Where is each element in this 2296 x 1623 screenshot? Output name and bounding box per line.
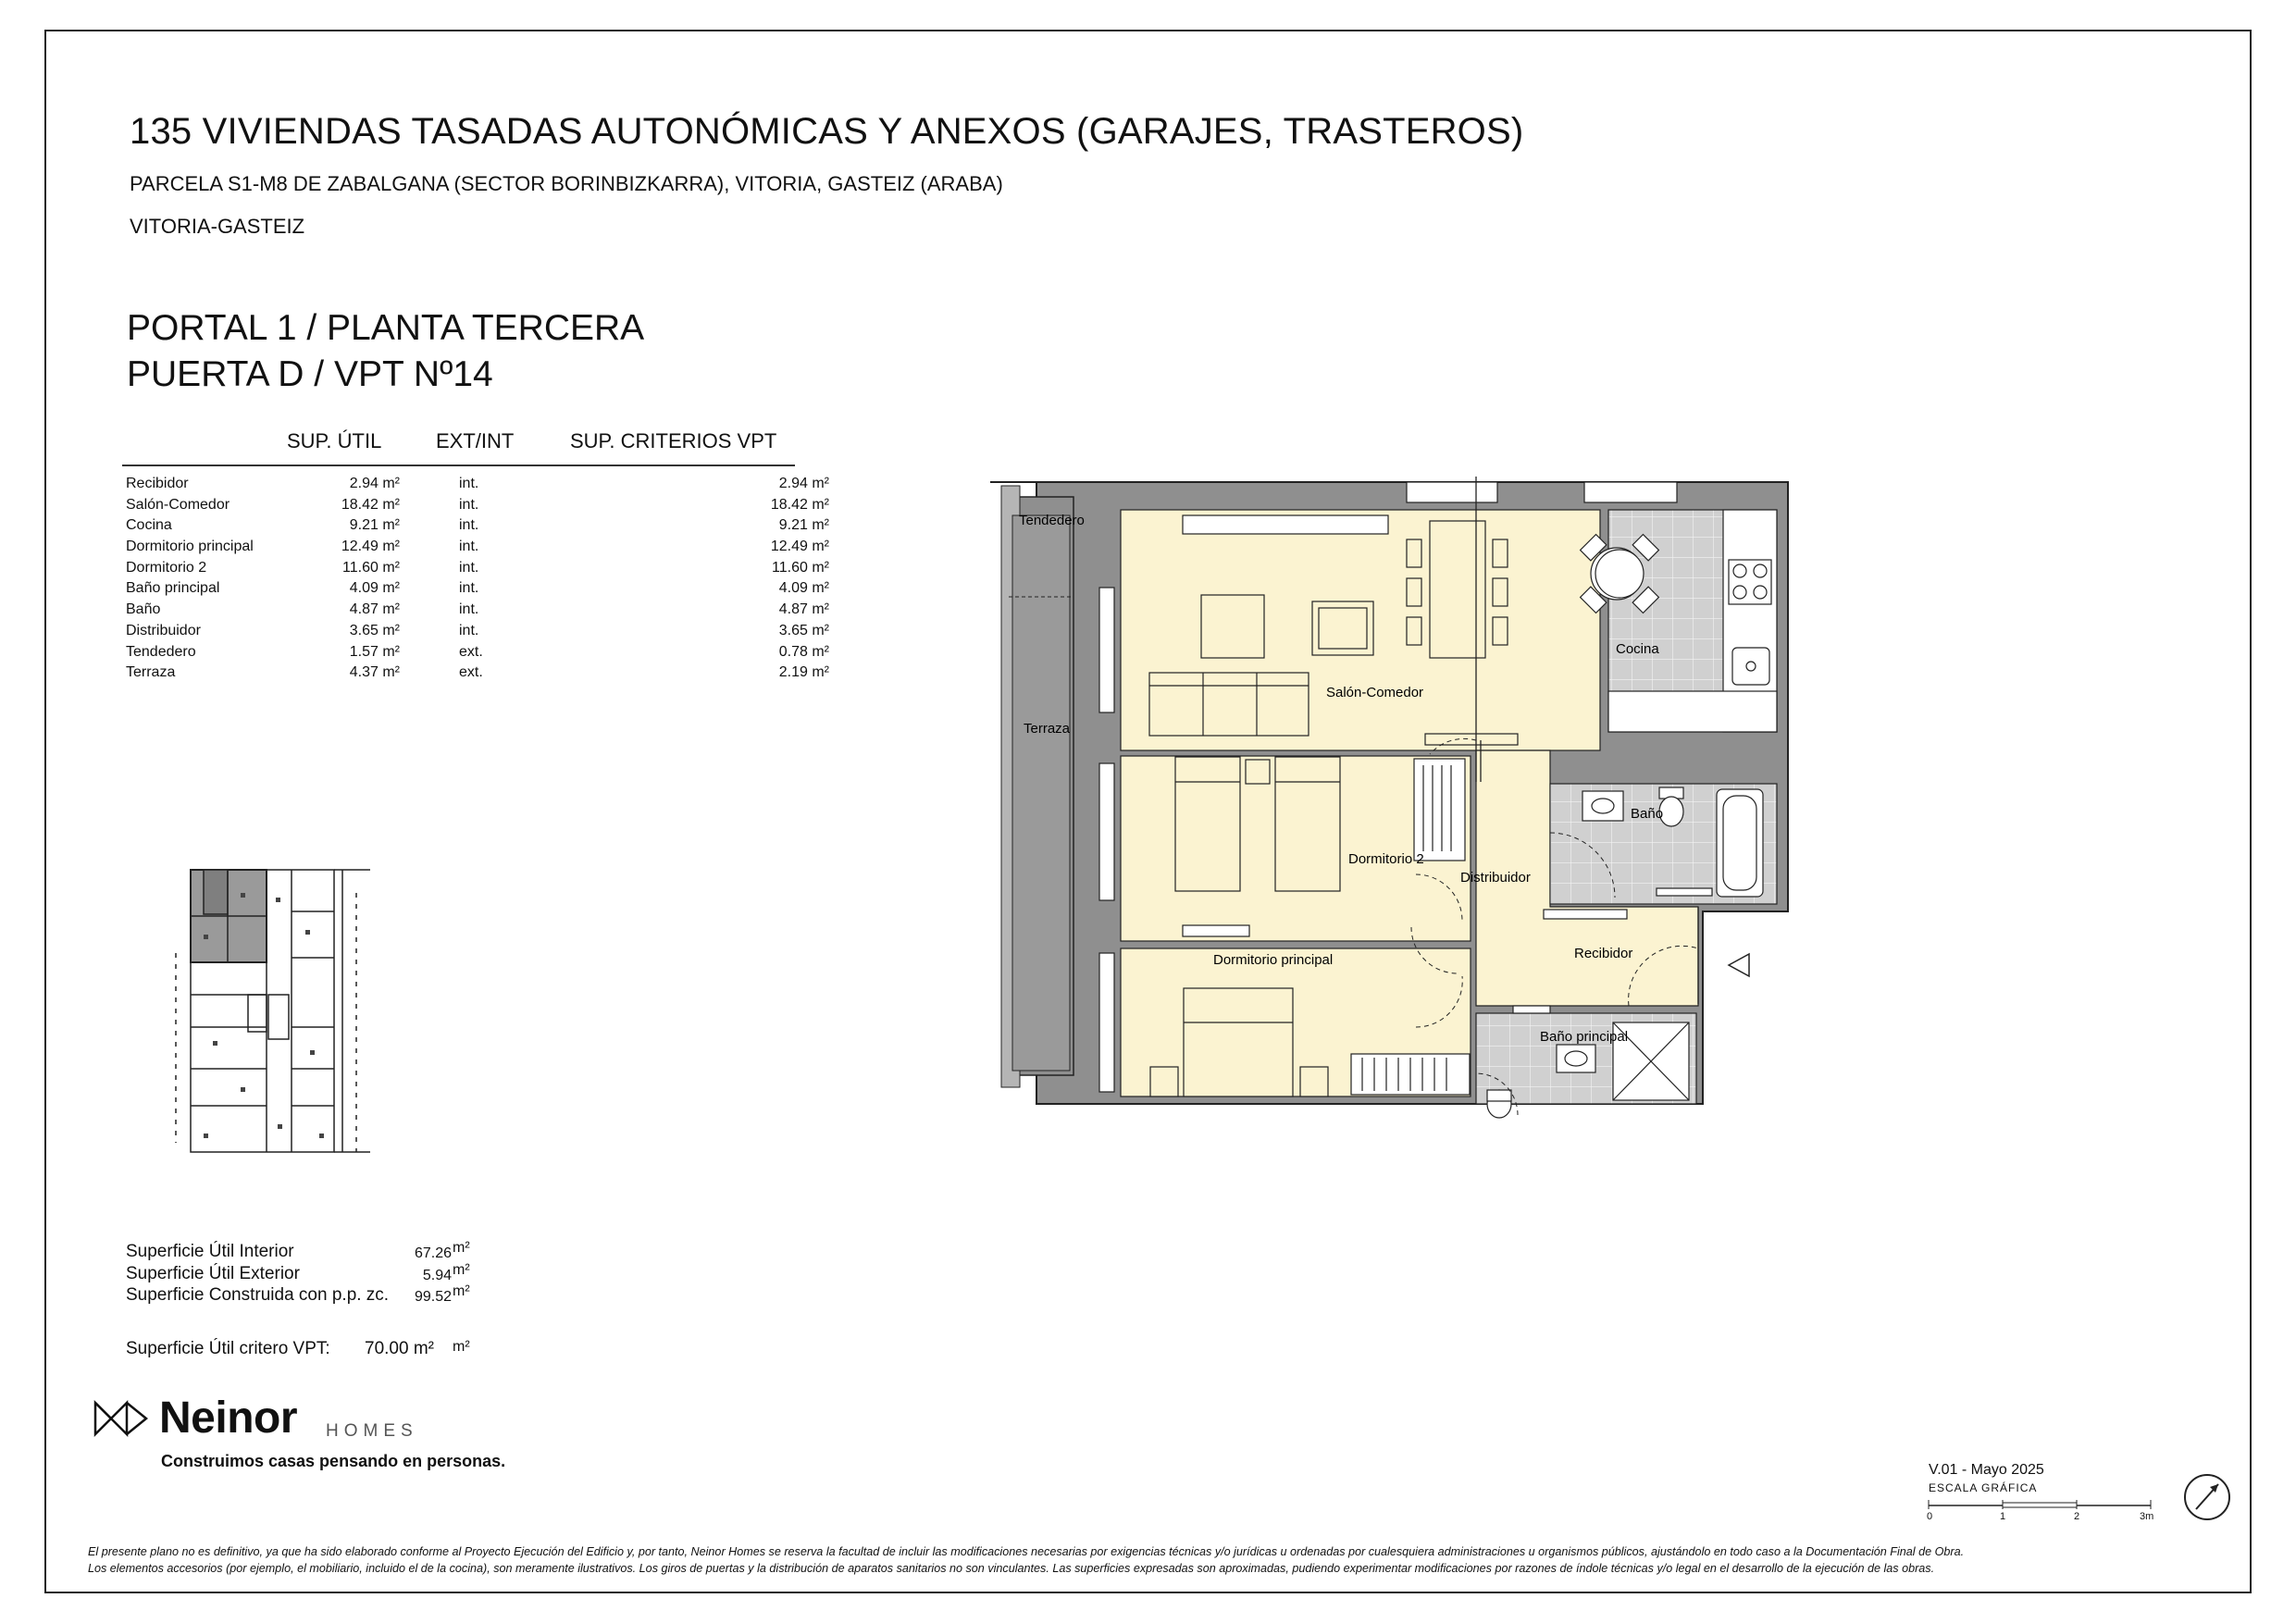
col-header-extint: EXT/INT	[436, 429, 515, 452]
brand-slogan: Construimos casas pensando en personas.	[161, 1452, 506, 1470]
row-ext: int.	[459, 559, 479, 576]
row-vpt: 4.09 m²	[778, 580, 829, 597]
label-bano: Baño	[1631, 806, 1664, 822]
col-header-util: SUP. ÚTIL	[287, 429, 382, 452]
row-ext: int.	[459, 496, 479, 513]
row-vpt: 11.60 m²	[772, 559, 829, 576]
row-util: 18.42 m²	[341, 496, 400, 513]
row-vpt: 18.42 m²	[770, 496, 829, 513]
scale-tick-3: 3m	[2140, 1511, 2154, 1522]
row-util: 9.21 m²	[349, 517, 400, 534]
entrance-arrow-icon	[1729, 954, 1749, 976]
summary-construida-unit: m²	[453, 1283, 470, 1299]
neinor-logo-icon	[93, 1399, 150, 1438]
row-util: 12.49 m²	[341, 539, 400, 555]
north-arrow-icon	[2181, 1471, 2233, 1523]
building-key-plan	[148, 856, 416, 1180]
label-dormitorio-principal: Dormitorio principal	[1213, 952, 1334, 968]
disclaimer-line-1: El presente plano no es definitivo, ya que ha sido elaborado conforme al Proyecto Ejecución del Edificio y, por tanto, Neinor Homes se reserva la facultad de incluir las modificaciones necesarias por exigencias técnicas y/o jurídicas u ordenadas por cualesquiera administraciones u organismos públicos, ajustándolo en todo caso a la Documentación Final de Obra.	[88, 1545, 1965, 1558]
row-name: Tendedero	[126, 643, 196, 660]
brand-homes: HOMES	[326, 1421, 418, 1441]
row-vpt: 2.94 m²	[778, 476, 829, 491]
row-util: 4.09 m²	[349, 580, 400, 597]
table-rule	[122, 465, 795, 466]
row-util: 2.94 m²	[349, 476, 400, 491]
row-name: Baño	[126, 601, 161, 618]
row-util: 1.57 m²	[349, 643, 400, 660]
row-name: Dormitorio principal	[126, 539, 254, 555]
row-util: 4.37 m²	[349, 664, 400, 681]
label-bano-principal: Baño principal	[1540, 1029, 1629, 1045]
disclaimer-line-2: Los elementos accesorios (por ejemplo, el mobiliario, incluido el de la cocina), son meramente ilustrativos. Los giros de puertas y la distribución de aparatos sanitarios no son vinculantes. Las superficies expresadas son aproximadas, pudiendo experimentar modificaciones por razones de índole técnicas y/o legal en el desarrollo de la ejecución de las obras.	[88, 1562, 1935, 1575]
document-city: VITORIA-GASTEIZ	[130, 215, 305, 238]
summary-interior-unit: m²	[453, 1240, 470, 1256]
row-vpt: 4.87 m²	[778, 601, 829, 618]
summary-vpt-value: 70.00 m²	[365, 1339, 434, 1358]
summary-interior-label: Superficie Útil Interior	[126, 1242, 294, 1261]
scale-tick-1: 1	[2000, 1511, 2006, 1522]
row-vpt: 0.78 m²	[778, 643, 829, 660]
scale-bar	[1927, 1496, 2158, 1515]
scale-tick-0: 0	[1927, 1511, 1933, 1522]
row-name: Dormitorio 2	[126, 559, 207, 576]
row-util: 11.60 m²	[342, 559, 400, 576]
summary-interior-value: 67.26	[414, 1245, 452, 1261]
row-util: 3.65 m²	[349, 622, 400, 638]
label-distribuidor: Distribuidor	[1460, 870, 1531, 886]
summary-construida-label: Superficie Construida con p.p. zc.	[126, 1285, 390, 1305]
row-ext: ext.	[459, 643, 483, 660]
scale-tick-2: 2	[2074, 1511, 2080, 1522]
row-ext: int.	[459, 580, 479, 597]
document-subtitle: PARCELA S1-M8 DE ZABALGANA (SECTOR BORINBIZKARRA), VITORIA, GASTEIZ (ARABA)	[130, 172, 1003, 195]
label-dormitorio-2: Dormitorio 2	[1348, 851, 1424, 867]
row-vpt: 12.49 m²	[770, 539, 829, 555]
label-cocina: Cocina	[1616, 641, 1659, 657]
row-ext: int.	[459, 601, 479, 618]
row-ext: int.	[459, 517, 479, 534]
row-name: Distribuidor	[126, 622, 201, 638]
row-name: Baño principal	[126, 580, 220, 597]
summary-vpt-unit: m²	[453, 1339, 470, 1355]
label-recibidor: Recibidor	[1574, 946, 1633, 961]
row-vpt: 3.65 m²	[778, 622, 829, 638]
label-terraza: Terraza	[1024, 721, 1071, 737]
puerta-heading: PUERTA D / VPT Nº14	[127, 354, 493, 394]
summary-exterior-unit: m²	[453, 1262, 470, 1278]
version-text: V.01 - Mayo 2025	[1929, 1462, 2044, 1478]
row-ext: ext.	[459, 664, 483, 681]
label-tendedero: Tendedero	[1019, 513, 1085, 528]
row-vpt: 2.19 m²	[778, 664, 829, 681]
brand-name: Neinor	[159, 1394, 298, 1443]
row-ext: int.	[459, 622, 479, 638]
row-name: Cocina	[126, 517, 172, 534]
row-util: 4.87 m²	[349, 601, 400, 618]
summary-vpt-label: Superficie Útil critero VPT:	[126, 1339, 330, 1358]
row-ext: int.	[459, 476, 479, 491]
row-name: Recibidor	[126, 476, 189, 491]
label-salon: Salón-Comedor	[1326, 685, 1424, 700]
col-header-vpt: SUP. CRITERIOS VPT	[570, 429, 777, 452]
floor-plan	[981, 477, 1795, 1152]
summary-construida-value: 99.52	[414, 1289, 452, 1305]
row-name: Terraza	[126, 664, 176, 681]
scale-label: ESCALA GRÁFICA	[1929, 1481, 2038, 1494]
summary-exterior-value: 5.94	[422, 1268, 452, 1283]
row-ext: int.	[459, 539, 479, 555]
row-name: Salón-Comedor	[126, 496, 230, 513]
row-vpt: 9.21 m²	[778, 517, 829, 534]
portal-heading: PORTAL 1 / PLANTA TERCERA	[127, 308, 645, 348]
terrace-floor	[1012, 515, 1070, 1071]
document-title: 135 VIVIENDAS TASADAS AUTONÓMICAS Y ANEXOS (GARAJES, TRASTEROS)	[130, 111, 1524, 152]
summary-exterior-label: Superficie Útil Exterior	[126, 1264, 300, 1283]
